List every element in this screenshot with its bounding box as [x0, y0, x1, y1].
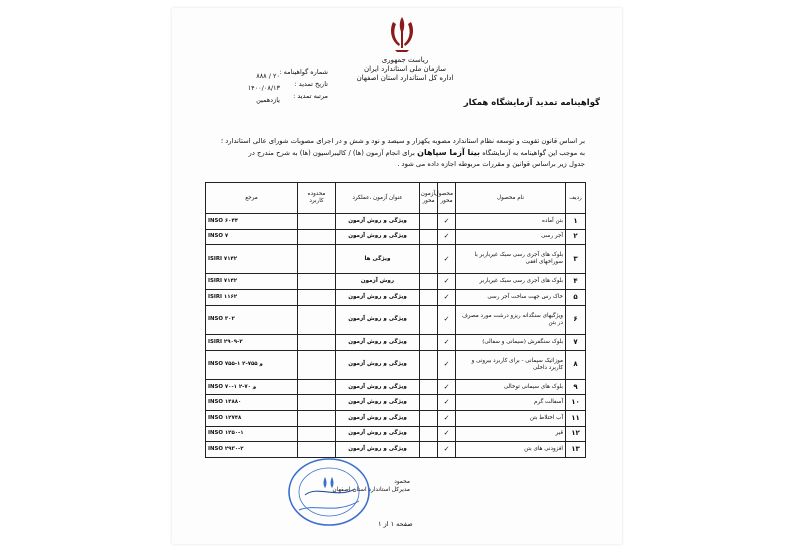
document-title: گواهینامه تمدید آزمایشگاه همکار — [463, 98, 600, 108]
product-name: بلوک های سیمانی توخالی — [456, 379, 566, 395]
row-number: ۸ — [566, 350, 586, 379]
product-based-check: ✓ — [438, 334, 456, 350]
page-number: صفحه ۱ از ۱ — [378, 520, 413, 528]
test-title: ویژگی و روش آزمون — [336, 334, 420, 350]
signature-block — [330, 478, 410, 494]
paragraph-text: به موجب این گواهینامه به آزمایشگاه — [482, 149, 585, 157]
application-range — [298, 411, 336, 427]
product-name: ویژگیهای سنگدانه ریزو درشت مورد مصرف در بتن — [456, 305, 566, 334]
signature-title: مدیرکل استاندارد استان اصفهان — [332, 487, 410, 493]
reference-standard: INSO ۷۵۵-۱ و ۷۵۵-۲ — [206, 350, 298, 379]
reference-standard: ISIRI ۱۱۶۲ — [206, 290, 298, 306]
product-based-check: ✓ — [438, 350, 456, 379]
reference-standard: INSO ۱۲۷۴۸ — [206, 411, 298, 427]
product-name: بلوک های آجری رسی سبک غیرباربر — [456, 274, 566, 290]
reference-standard: INSO ۱۲۵۰-۱ — [206, 426, 298, 442]
test-title: ویژگی و روش آزمون — [336, 379, 420, 395]
product-name: بلوک های آجری رسی سبک غیرباربر با سوراخهای افقی — [456, 245, 566, 274]
test-title: ویژگی و روش آزمون — [336, 442, 420, 458]
row-number: ۱۳ — [566, 442, 586, 458]
product-name: بتن آماده — [456, 214, 566, 230]
application-range — [298, 245, 336, 274]
table-row — [206, 290, 586, 306]
column-header: محدوده کاربرد — [298, 183, 336, 214]
test-based-check — [420, 350, 438, 379]
renewal-count: یازدهمین — [256, 96, 280, 104]
product-based-check: ✓ — [438, 426, 456, 442]
header-organization — [350, 56, 460, 83]
product-name: قیر — [456, 426, 566, 442]
certificate-number-label: شماره گواهینامه : — [279, 68, 328, 76]
row-number: ۴ — [566, 274, 586, 290]
table-row — [206, 350, 586, 379]
row-number: ۷ — [566, 334, 586, 350]
product-based-check: ✓ — [438, 245, 456, 274]
application-range — [298, 426, 336, 442]
row-number: ۱۱ — [566, 411, 586, 427]
header-line: ریاست جمهوری — [381, 56, 429, 64]
product-based-check: ✓ — [438, 442, 456, 458]
test-title: ویژگی و روش آزمون — [336, 426, 420, 442]
table-header-row — [206, 183, 586, 214]
row-number: ۱۰ — [566, 395, 586, 411]
test-title: ویژگی و روش آزمون — [336, 229, 420, 245]
row-number: ۱ — [566, 214, 586, 230]
test-title: ویژگی و روش آزمون — [336, 290, 420, 306]
test-based-check — [420, 274, 438, 290]
test-based-check — [420, 426, 438, 442]
table-row — [206, 229, 586, 245]
table-row — [206, 305, 586, 334]
table-row — [206, 411, 586, 427]
renewal-count-label: مرتبه تمدید : — [293, 92, 328, 100]
meta-values — [240, 70, 280, 106]
product-based-check: ✓ — [438, 229, 456, 245]
header-line: سازمان ملی استاندارد ایران — [364, 65, 446, 73]
test-title: ویژگی و روش آزمون — [336, 214, 420, 230]
table-row — [206, 245, 586, 274]
product-name: بلوک سنگفرش (سیمانی و سفالی) — [456, 334, 566, 350]
column-header: محصول محور — [438, 183, 456, 214]
product-based-check: ✓ — [438, 274, 456, 290]
reference-standard: ISIRI ۷۱۴۲ — [206, 245, 298, 274]
column-header: ردیف — [566, 183, 586, 214]
product-based-check: ✓ — [438, 395, 456, 411]
emblem-icon — [385, 14, 419, 54]
application-range — [298, 274, 336, 290]
row-number: ۵ — [566, 290, 586, 306]
paragraph-line: بر اساس قانون تقویت و توسعه نظام استاندارد مصوبه یکهزار و سیصد و نود و شش و در اجرای مصوبات شورای عالی استاندارد ؛ — [220, 137, 585, 145]
product-name: خاک رس جهت ساخت آجر رسی — [456, 290, 566, 306]
row-number: ۳ — [566, 245, 586, 274]
signature-name: محمود — [394, 479, 410, 485]
scope-table — [205, 182, 586, 458]
product-based-check: ✓ — [438, 411, 456, 427]
test-based-check — [420, 334, 438, 350]
application-range — [298, 305, 336, 334]
table-row — [206, 379, 586, 395]
row-number: ۹ — [566, 379, 586, 395]
renewal-date: ۱۴۰۰/۰۸/۱۳ — [247, 84, 280, 92]
column-header: مرجع — [206, 183, 298, 214]
product-name: آجر رسی — [456, 229, 566, 245]
column-header: نام محصول — [456, 183, 566, 214]
test-based-check — [420, 395, 438, 411]
reference-standard: INSO ۲۹۳۰-۲ — [206, 442, 298, 458]
test-title: ویژگی و روش آزمون — [336, 395, 420, 411]
reference-standard: INSO ۷۰-۱ و ۷۰-۲ — [206, 379, 298, 395]
application-range — [298, 334, 336, 350]
application-range — [298, 229, 336, 245]
test-based-check — [420, 379, 438, 395]
table-row — [206, 274, 586, 290]
product-name: آب اختلاط بتن — [456, 411, 566, 427]
paragraph-text: برای انجام آزمون (ها) / کالیبراسیون (ها) به شرح مندرج در — [248, 149, 415, 157]
row-number: ۲ — [566, 229, 586, 245]
test-based-check — [420, 442, 438, 458]
test-title: ویژگی ها — [336, 245, 420, 274]
product-name: افزودنی های بتن — [456, 442, 566, 458]
table-row — [206, 395, 586, 411]
test-title: ویژگی و روش آزمون — [336, 350, 420, 379]
table-row — [206, 214, 586, 230]
column-header: عنوان آزمون ،عملکرد — [336, 183, 420, 214]
reference-standard: INSO ۱۴۸۸۰ — [206, 395, 298, 411]
table-row — [206, 442, 586, 458]
test-based-check — [420, 214, 438, 230]
application-range — [298, 290, 336, 306]
table-row — [206, 334, 586, 350]
reference-standard: ISIRI ۲۹۰۹-۲ — [206, 334, 298, 350]
test-based-check — [420, 411, 438, 427]
application-range — [298, 350, 336, 379]
application-range — [298, 214, 336, 230]
test-title: ویژگی و روش آزمون — [336, 411, 420, 427]
row-number: ۶ — [566, 305, 586, 334]
reference-standard: ISIRI ۷۱۴۲ — [206, 274, 298, 290]
reference-standard: INSO ۶۰۴۴ — [206, 214, 298, 230]
test-based-check — [420, 245, 438, 274]
paragraph-line — [205, 147, 585, 159]
certificate-number: ۲۰ / ۸۸۸ — [256, 72, 280, 80]
product-name: موزائیک سیمانی - برای کاربرد بیرونی و کاربرد داخلی — [456, 350, 566, 379]
renewal-date-label: تاریخ تمدید : — [294, 80, 328, 88]
paragraph-line: جدول زیر براساس قوانین و مقررات مربوطه اجازه داده می شود . — [397, 160, 585, 168]
application-range — [298, 379, 336, 395]
product-name: آسفالت گرم — [456, 395, 566, 411]
test-title: روش آزمون — [336, 274, 420, 290]
test-title: ویژگی و روش آزمون — [336, 305, 420, 334]
test-based-check — [420, 305, 438, 334]
header-line: اداره کل استاندارد استان اصفهان — [356, 74, 454, 82]
lab-name: بینا آزما سپاهان — [417, 148, 481, 157]
test-based-check — [420, 290, 438, 306]
product-based-check: ✓ — [438, 214, 456, 230]
row-number: ۱۲ — [566, 426, 586, 442]
reference-standard: INSO ۳۰۲ — [206, 305, 298, 334]
product-based-check: ✓ — [438, 305, 456, 334]
product-based-check: ✓ — [438, 379, 456, 395]
product-based-check: ✓ — [438, 290, 456, 306]
test-based-check — [420, 229, 438, 245]
intro-paragraph — [205, 136, 585, 170]
application-range — [298, 395, 336, 411]
table-body — [206, 214, 586, 458]
reference-standard: INSO ۷ — [206, 229, 298, 245]
column-header: آزمون محور — [420, 183, 438, 214]
table-row — [206, 426, 586, 442]
